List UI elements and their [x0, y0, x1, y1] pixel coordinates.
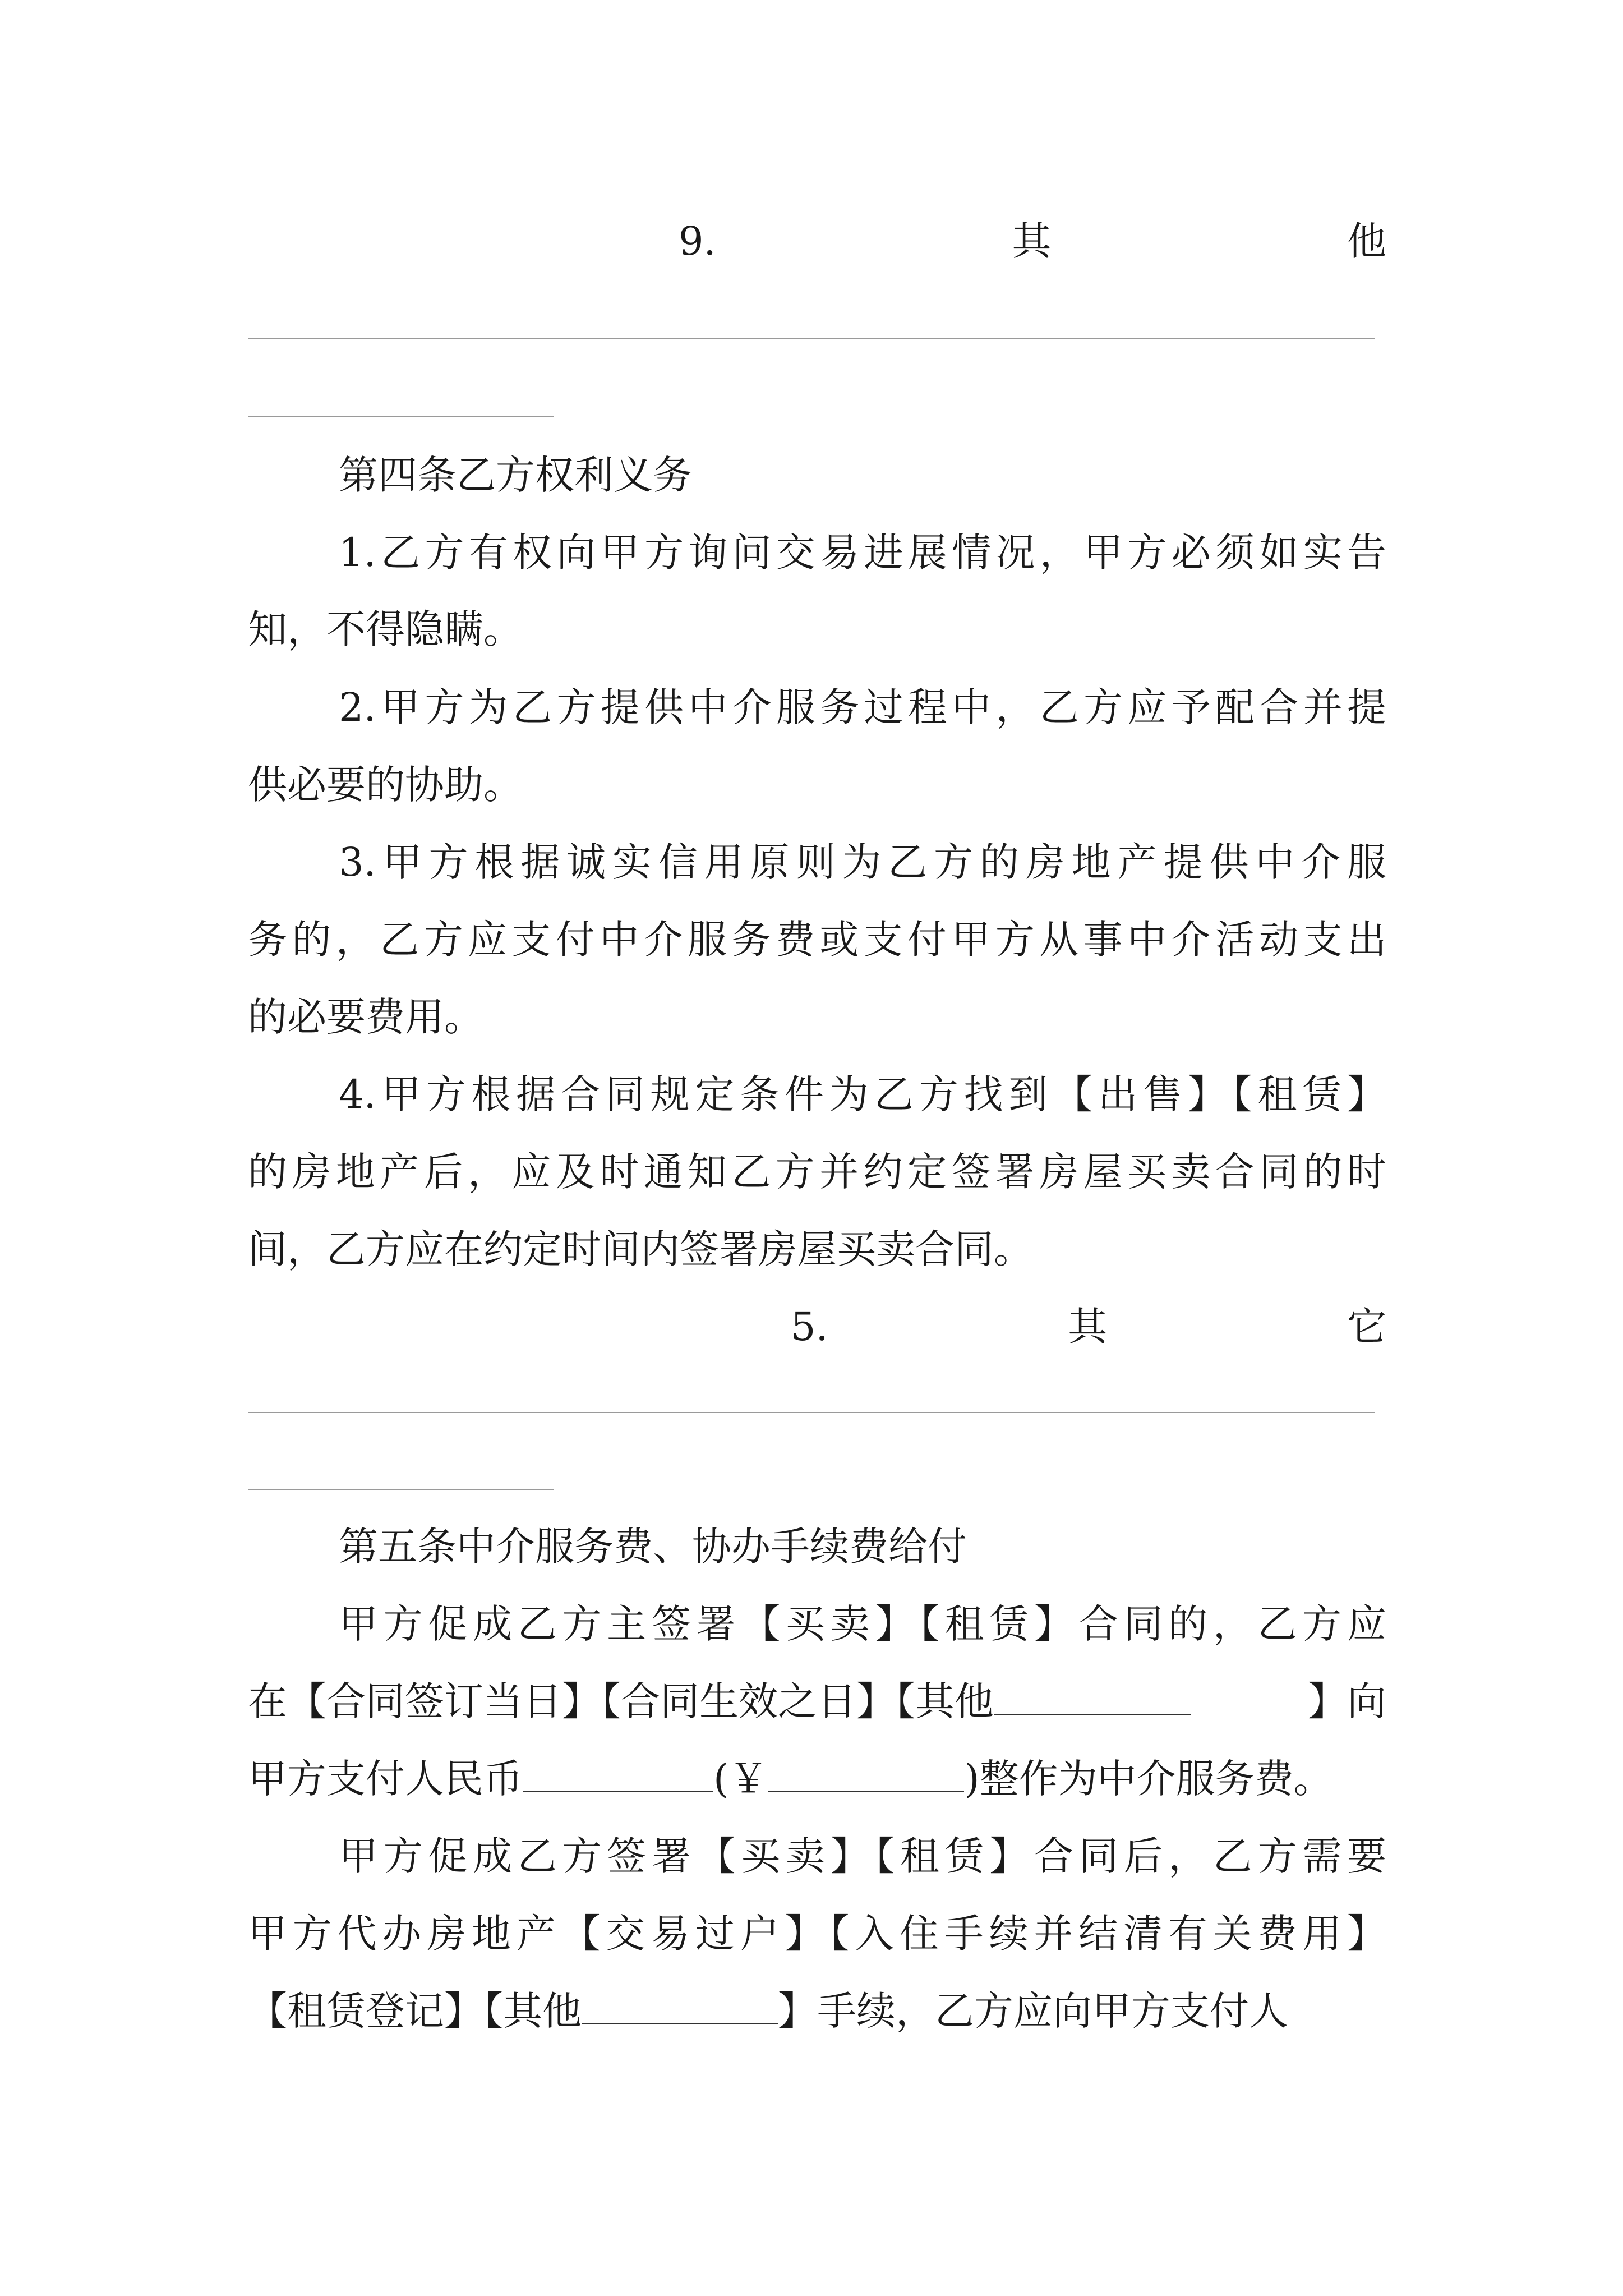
article-5-para-1-line-1: 甲方促成乙方主签署【买卖】【租赁】合同的，乙方应 — [339, 1601, 1386, 1647]
article-5-para-2-line-2: 甲方代办房地产【交易过户】【入住手续并结清有关费用】 — [248, 1911, 1386, 1957]
article-5-title: 第五条中介服务费、协办手续费给付 — [339, 1524, 967, 1570]
item-5-word-1: 其 — [1068, 1304, 1108, 1350]
article-5-para-1-line-2 — [248, 1673, 1386, 1729]
article-5-para-1-line-3-yen: (￥ — [713, 1756, 768, 1802]
article-5-para-1-line-2-end: 】向 — [1308, 1678, 1386, 1724]
item-9-word-2: 他 — [1347, 218, 1386, 264]
article-4-clause-2-line-1: 2.甲方为乙方提供中介服务过程中，乙方应予配合并提 — [339, 684, 1386, 730]
article-5-para-2-line-1: 甲方促成乙方签署【买卖】【租赁】合同后，乙方需要 — [339, 1833, 1386, 1879]
article-5-para-1-line-3-text: 甲方支付人民币 — [248, 1756, 523, 1802]
item-9-word-1: 其 — [1012, 218, 1052, 264]
article-5-para-2-line-3 — [248, 1983, 1386, 2039]
blank-field — [582, 1984, 778, 2024]
fill-line-long — [248, 338, 1375, 339]
article-5-para-2-line-3-end: 】手续，乙方应向甲方支付人 — [778, 1988, 1288, 2034]
fill-line-short — [248, 1489, 554, 1490]
article-4-clause-4-line-1: 4.甲方根据合同规定条件为乙方找到【出售】【租赁】 — [339, 1071, 1386, 1117]
fill-line-long — [248, 1412, 1375, 1413]
blank-field-yen — [768, 1752, 964, 1792]
article-5-para-1-line-3-end: )整作为中介服务费。 — [964, 1756, 1333, 1802]
blank-field — [994, 1674, 1191, 1715]
article-5-para-1-line-2-text: 在【合同签订当日】【合同生效之日】【其他 — [248, 1678, 994, 1724]
article-4-clause-3-line-2: 务的，乙方应支付中介服务费或支付甲方从事中介活动支出 — [248, 917, 1386, 963]
fill-line-short — [248, 416, 554, 417]
item-5-line — [248, 1299, 1386, 1355]
article-5-para-2-line-3-text: 【租赁登记】【其他 — [248, 1988, 582, 2034]
item-5-number: 5. — [791, 1304, 828, 1350]
article-4-clause-1-line-2: 知，不得隐瞒。 — [248, 606, 523, 652]
article-4-clause-3-line-1: 3.甲方根据诚实信用原则为乙方的房地产提供中介服 — [339, 839, 1386, 885]
article-4-title: 第四条乙方权利义务 — [339, 452, 692, 498]
article-4-clause-4-line-3: 间，乙方应在约定时间内签署房屋买卖合同。 — [248, 1226, 1033, 1272]
article-5-para-1-line-3 — [248, 1751, 1386, 1807]
blank-field-amount — [523, 1752, 713, 1792]
article-4-clause-2-line-2: 供必要的协助。 — [248, 762, 523, 808]
item-9-number: 9. — [679, 218, 716, 264]
article-4-clause-3-line-3: 的必要费用。 — [248, 994, 483, 1040]
item-9-line — [248, 213, 1386, 269]
article-4-clause-1-line-1: 1.乙方有权向甲方询问交易进展情况，甲方必须如实告 — [339, 530, 1386, 576]
article-4-clause-4-line-2: 的房地产后，应及时通知乙方并约定签署房屋买卖合同的时 — [248, 1149, 1386, 1195]
item-5-word-2: 它 — [1347, 1304, 1386, 1350]
